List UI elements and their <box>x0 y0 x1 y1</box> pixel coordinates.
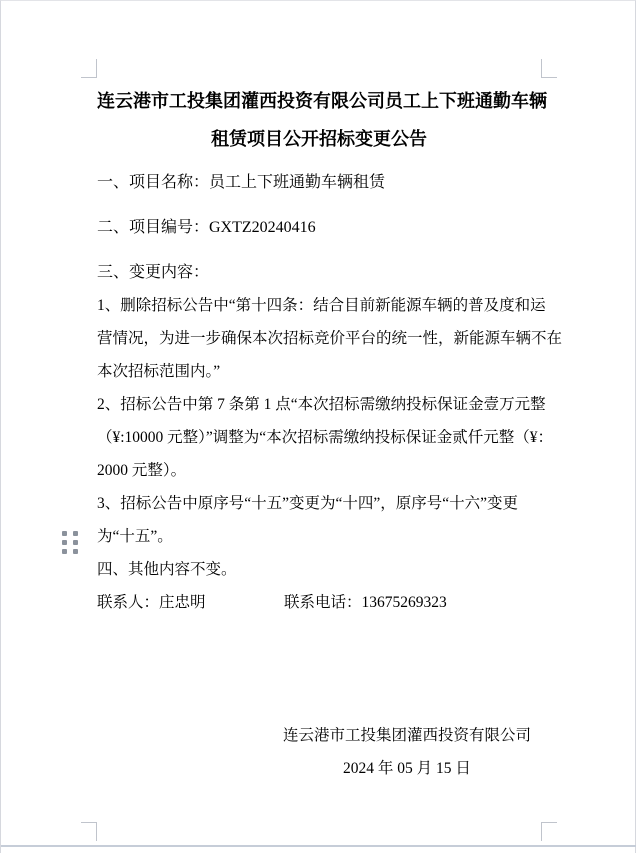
margin-crop-mark-top-left <box>81 59 97 78</box>
margin-crop-mark-top-right <box>541 59 557 78</box>
change-content-body[interactable] <box>97 289 563 619</box>
document-title-line-2[interactable]: 租赁项目公开招标变更公告 <box>211 129 427 149</box>
body-line[interactable]: 为“十五”。 <box>97 528 173 545</box>
drag-handle-dot <box>62 540 67 545</box>
contact-person[interactable]: 联系人：庄忠明 <box>97 594 206 611</box>
drag-handle-dot <box>73 540 78 545</box>
body-line[interactable]: 本次招标范围内。” <box>97 363 221 380</box>
document-title[interactable] <box>97 82 547 158</box>
contact-line[interactable] <box>97 586 541 619</box>
drag-handle-dot <box>62 531 67 536</box>
section-project-name[interactable]: 一、项目名称：员工上下班通勤车辆租赁 <box>97 174 386 191</box>
drag-handle-dot <box>73 549 78 554</box>
body-line[interactable]: 2000 元整）。 <box>97 462 187 479</box>
document-text-area[interactable] <box>97 1 563 854</box>
section-project-number[interactable]: 二、项目编号：GXTZ20240416 <box>97 219 316 236</box>
drag-handle-icon[interactable] <box>62 531 78 554</box>
drag-handle-dot <box>73 531 78 536</box>
section-change-heading[interactable]: 三、变更内容： <box>97 264 210 281</box>
body-line[interactable]: 1、删除招标公告中“第十四条：结合目前新能源车辆的普及度和运 <box>97 297 546 314</box>
body-line[interactable]: 2、招标公告中第 7 条第 1 点“本次招标需缴纳投标保证金壹万元整 <box>97 396 546 413</box>
body-line[interactable]: （¥:10000 元整）”调整为“本次招标需缴纳投标保证金贰仟元整（¥： <box>97 429 553 446</box>
margin-crop-mark-bottom-right <box>541 822 557 841</box>
signature-date[interactable]: 2024 年 05 月 15 日 <box>343 760 471 777</box>
document-title-line-1[interactable]: 连云港市工投集团灌西投资有限公司员工上下班通勤车辆 <box>97 91 547 111</box>
drag-handle-dot <box>62 549 67 554</box>
page-bottom-edge <box>1 845 636 847</box>
margin-crop-mark-bottom-left <box>81 822 97 841</box>
body-line[interactable]: 3、招标公告中原序号“十五”变更为“十四”，原序号“十六”变更 <box>97 495 519 512</box>
body-line[interactable]: 营情况，为进一步确保本次招标竞价平台的统一性，新能源车辆不在 <box>97 330 563 347</box>
signature-company[interactable]: 连云港市工投集团灌西投资有限公司 <box>282 727 531 744</box>
contact-phone[interactable]: 联系电话：13675269323 <box>284 594 447 611</box>
signature-block[interactable] <box>283 719 531 785</box>
body-line[interactable]: 四、其他内容不变。 <box>97 561 237 578</box>
